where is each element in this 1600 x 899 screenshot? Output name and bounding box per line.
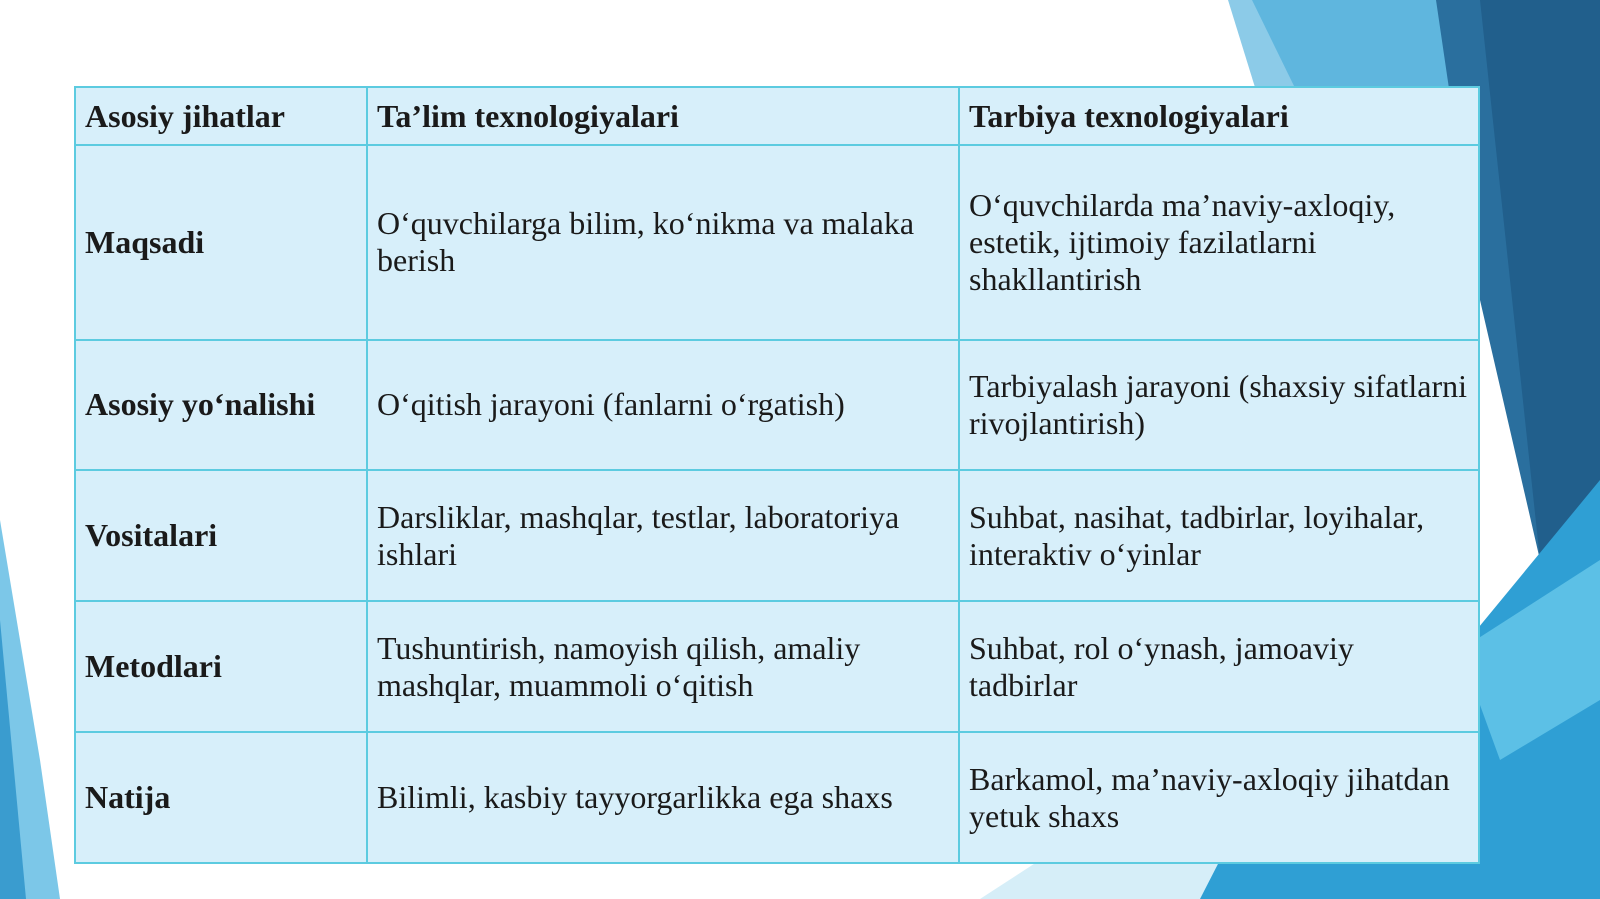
comparison-table-container — [74, 86, 1478, 864]
row-aspect: Vositalari — [75, 470, 367, 601]
header-education-technologies: Ta’lim texnologiyalari — [367, 87, 959, 145]
row-aspect: Asosiy yo‘nalishi — [75, 340, 367, 471]
cell-education: Tushuntirish, namoyish qilish, amaliy mashqlar, muammoli o‘qitish — [367, 601, 959, 732]
row-aspect: Natija — [75, 732, 367, 863]
cell-education: Bilimli, kasbiy tayyorgarlikka ega shaxs — [367, 732, 959, 863]
header-upbringing-technologies: Tarbiya texnologiyalari — [959, 87, 1479, 145]
row-aspect: Metodlari — [75, 601, 367, 732]
cell-education: O‘quvchilarga bilim, ko‘nikma va malaka berish — [367, 145, 959, 340]
table-row — [75, 470, 1479, 601]
table-header-row — [75, 87, 1479, 145]
cell-education: O‘qitish jarayoni (fanlarni o‘rgatish) — [367, 340, 959, 471]
cell-upbringing: Suhbat, rol o‘ynash, jamoaviy tadbirlar — [959, 601, 1479, 732]
comparison-table — [74, 86, 1480, 864]
cell-education: Darsliklar, mashqlar, testlar, laboratoriya ishlari — [367, 470, 959, 601]
cell-upbringing: Tarbiyalash jarayoni (shaxsiy sifatlarni rivojlantirish) — [959, 340, 1479, 471]
table-row — [75, 340, 1479, 471]
cell-upbringing: O‘quvchilarda ma’naviy-axloqiy, estetik, ijtimoiy fazilatlarni shakllantirish — [959, 145, 1479, 340]
deco-shape-bottom-light — [980, 860, 1220, 899]
table-row — [75, 732, 1479, 863]
row-aspect: Maqsadi — [75, 145, 367, 340]
header-aspects: Asosiy jihatlar — [75, 87, 367, 145]
cell-upbringing: Barkamol, ma’naviy-axloqiy jihatdan yetuk shaxs — [959, 732, 1479, 863]
table-row — [75, 145, 1479, 340]
table-row — [75, 601, 1479, 732]
cell-upbringing: Suhbat, nasihat, tadbirlar, loyihalar, interaktiv o‘yinlar — [959, 470, 1479, 601]
